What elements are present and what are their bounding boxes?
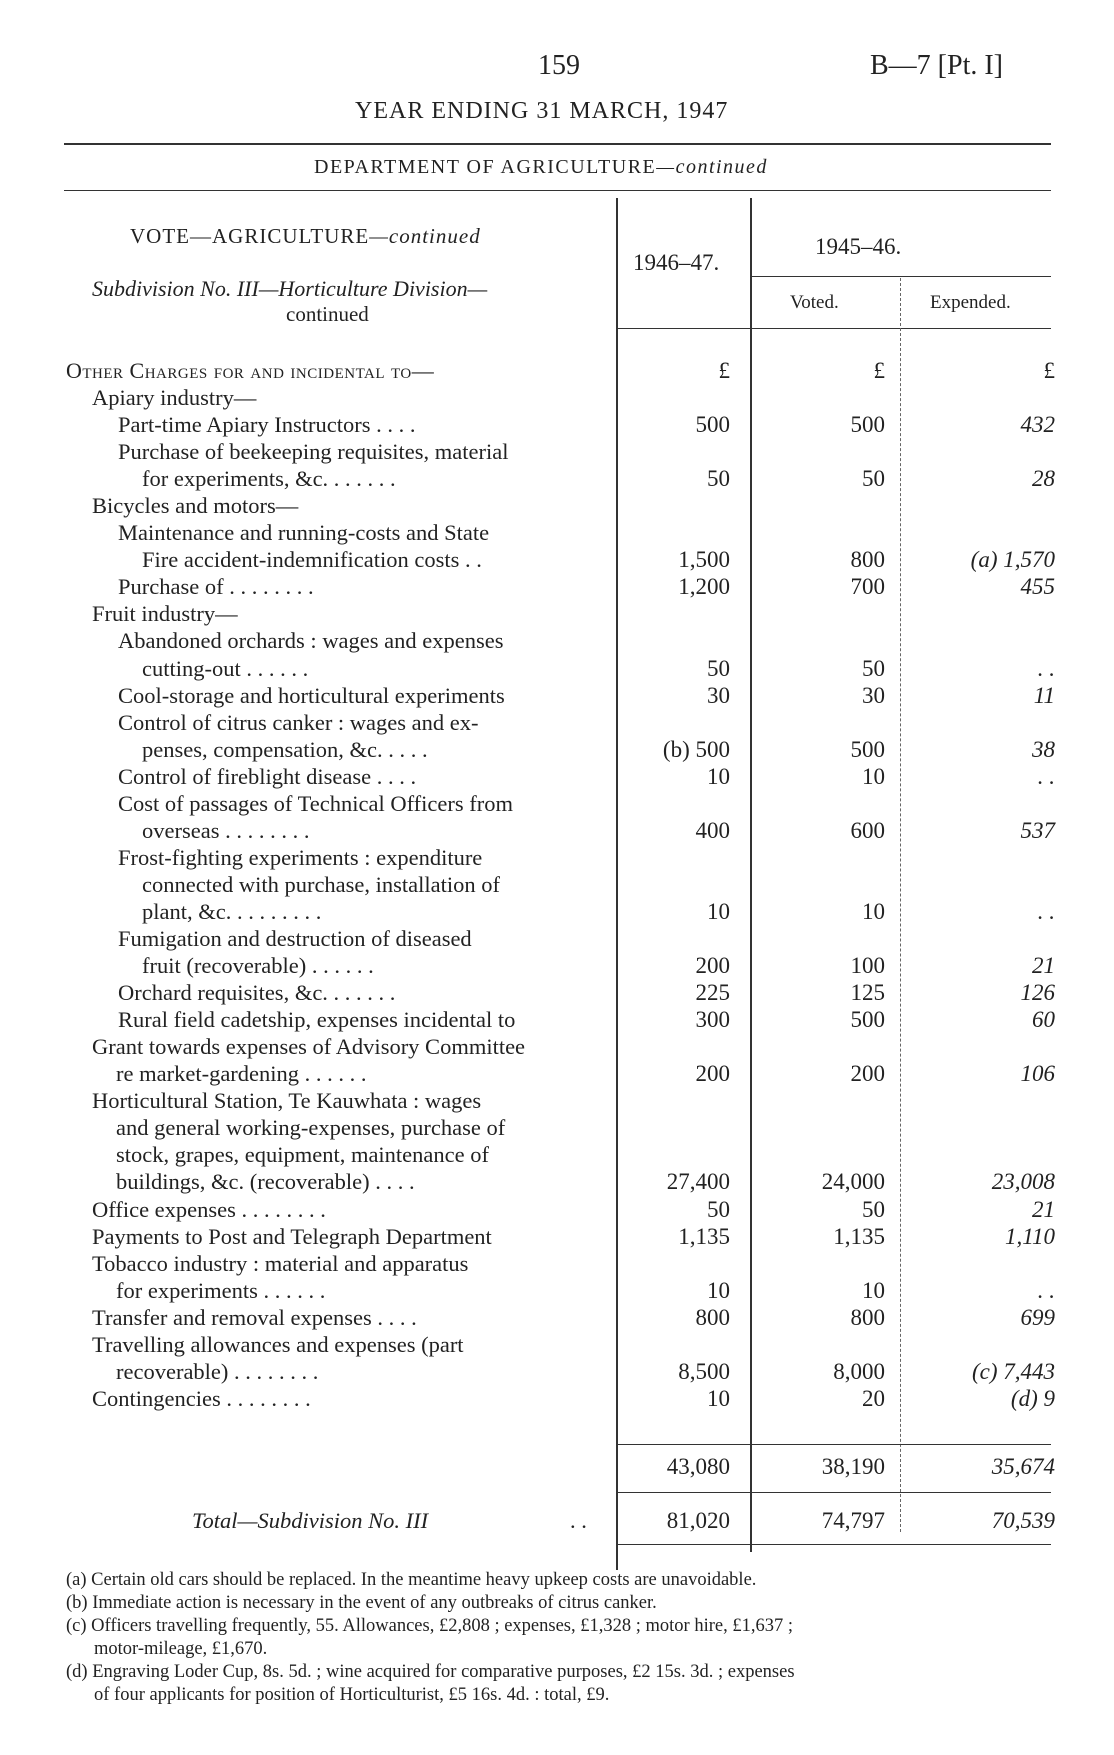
row-7-value-expended: . .: [1037, 655, 1055, 681]
row-5-value-voted: 700: [850, 574, 885, 600]
row-7-text-line-1: cutting-out . . . . . .: [142, 655, 309, 681]
footnote-b: (b) Immediate action is necessary in the event of any outbreaks of citrus canker.: [66, 1593, 657, 1613]
row-15-text-line-0: Rural field cadetship, expenses incidental to: [118, 1007, 516, 1033]
row-13-value-expended: 21: [1032, 953, 1055, 979]
row-6-text-line-0: Fruit industry—: [92, 601, 238, 627]
subtotal-expended: 35,674: [991, 1454, 1055, 1479]
row-3-text-line-0: Bicycles and motors—: [92, 493, 299, 519]
row-17-text-line-1: and general working-expenses, purchase of: [116, 1115, 506, 1141]
row-5-text-line-0: Purchase of . . . . . . . .: [118, 574, 314, 600]
row-12-value-1946: 10: [707, 898, 730, 924]
row-1-value-voted: 500: [850, 412, 885, 438]
row-13-value-1946: 200: [695, 953, 730, 979]
row-1-value-1946: 500: [695, 412, 730, 438]
department-title: [314, 156, 768, 179]
row-5-value-1946: 1,200: [678, 574, 730, 600]
department-name: DEPARTMENT OF AGRICULTURE: [314, 156, 657, 178]
row-1-text-line-0: Part-time Apiary Instructors . . . .: [118, 412, 416, 438]
total-label: Total—Subdivision No. III: [192, 1508, 429, 1533]
row-22-text-line-0: Travelling allowances and expenses (part: [92, 1331, 464, 1357]
row-11-value-1946: 400: [695, 817, 730, 843]
subtotal-row: [0, 1454, 1114, 1481]
row-15-value-expended: 60: [1032, 1007, 1055, 1033]
row-16-value-1946: 200: [695, 1061, 730, 1087]
row-21-value-1946: 800: [695, 1304, 730, 1330]
row-2-value-voted: 50: [862, 466, 885, 492]
header-rule-bottom: [64, 190, 1051, 191]
header-sub-rule: [752, 276, 1051, 277]
row-11-text-line-1: overseas . . . . . . . .: [142, 817, 310, 843]
row-0-text-line-0: Apiary industry—: [92, 385, 257, 410]
column-header-voted: Voted.: [790, 292, 839, 313]
currency-1946: £: [718, 358, 730, 383]
footnote-c: (c) Officers travelling frequently, 55. Allowances, £2,808 ; expenses, £1,328 ; motor hire, £1,637 ;: [66, 1616, 793, 1636]
column-header-1945-46: 1945–46.: [815, 234, 902, 259]
row-4-text-line-1: Fire accident-indemnification costs . .: [142, 547, 482, 573]
row-23-value-expended: (d) 9: [1010, 1385, 1055, 1411]
total-voted: 74,797: [821, 1508, 885, 1533]
row-12-text-line-2: plant, &c. . . . . . . . .: [142, 898, 322, 924]
row-10-value-1946: 10: [707, 763, 730, 789]
vote-suffix: —continued: [369, 224, 481, 248]
row-9-value-voted: 500: [850, 736, 885, 762]
row-19-value-1946: 1,135: [678, 1223, 730, 1249]
row-18-text-line-0: Office expenses . . . . . . . .: [92, 1196, 326, 1222]
currency-voted: £: [873, 358, 885, 383]
row-12-value-voted: 10: [862, 898, 885, 924]
subtotal-voted: 38,190: [821, 1454, 885, 1479]
row-17-value-expended: 23,008: [991, 1169, 1055, 1195]
row-14-value-voted: 125: [850, 980, 885, 1006]
currency-expended: £: [1043, 358, 1055, 383]
footnote-d: (d) Engraving Loder Cup, 8s. 5d. ; wine acquired for comparative purposes, £2 15s. 3d. ; expenses: [66, 1662, 795, 1682]
section-title: Other Charges for and incidental to—: [66, 358, 435, 383]
document-reference: B—7 [Pt. I]: [870, 50, 1003, 81]
total-expended: 70,539: [991, 1508, 1055, 1533]
row-12-value-expended: . .: [1037, 898, 1055, 924]
row-20-text-line-0: Tobacco industry : material and apparatus: [92, 1250, 469, 1276]
row-17-text-line-0: Horticultural Station, Te Kauwhata : wages: [92, 1088, 482, 1114]
row-21-text-line-0: Transfer and removal expenses . . . .: [92, 1304, 417, 1330]
row-16-value-voted: 200: [850, 1061, 885, 1087]
row-4-value-voted: 800: [850, 547, 885, 573]
row-20-value-voted: 10: [862, 1277, 885, 1303]
column-rule-middle: [750, 198, 752, 1552]
row-11-value-voted: 600: [850, 817, 885, 843]
row-7-text-line-0: Abandoned orchards : wages and expenses: [118, 628, 504, 654]
column-header-1946-47: 1946–47.: [633, 250, 720, 275]
row-2-text-line-0: Purchase of beekeeping requisites, material: [118, 439, 509, 465]
row-21-value-expended: 699: [1020, 1304, 1055, 1330]
row-7-value-voted: 50: [862, 655, 885, 681]
vote-title: [130, 224, 481, 249]
row-17-text-line-3: buildings, &c. (recoverable) . . . .: [116, 1169, 415, 1195]
row-7-value-1946: 50: [707, 655, 730, 681]
row-13-text-line-1: fruit (recoverable) . . . . . .: [142, 953, 374, 979]
row-16-text-line-0: Grant towards expenses of Advisory Committee: [92, 1034, 526, 1060]
row-13-text-line-0: Fumigation and destruction of diseased: [118, 926, 472, 951]
row-15-value-1946: 300: [695, 1007, 730, 1033]
row-20-text-line-1: for experiments . . . . . .: [116, 1277, 326, 1303]
header-rule-top: [64, 143, 1051, 145]
row-14-text-line-0: Orchard requisites, &c. . . . . . .: [118, 980, 396, 1006]
row-23-value-voted: 20: [862, 1385, 885, 1411]
vote-name: VOTE—AGRICULTURE: [130, 224, 370, 248]
year-title: YEAR ENDING 31 MARCH, 1947: [355, 98, 729, 124]
footnote-d-continued: of four applicants for position of Horticulturist, £5 16s. 4d. : total, £9.: [94, 1685, 610, 1705]
subtotal-rule-top: [618, 1444, 1051, 1445]
row-22-value-1946: 8,500: [678, 1358, 730, 1384]
row-13-value-voted: 100: [850, 953, 885, 979]
row-20-value-1946: 10: [707, 1277, 730, 1303]
total-rule-bottom: [618, 1544, 1051, 1545]
row-17-text-line-2: stock, grapes, equipment, maintenance of: [116, 1142, 489, 1168]
row-2-text-line-1: for experiments, &c. . . . . . .: [142, 466, 396, 492]
row-12-text-line-0: Frost-fighting experiments : expenditure: [118, 844, 483, 870]
row-23-text-line-0: Contingencies . . . . . . . .: [92, 1385, 311, 1411]
header-bottom-rule: [618, 328, 1051, 329]
row-4-text-line-0: Maintenance and running-costs and State: [118, 520, 490, 546]
row-8-value-1946: 30: [707, 682, 730, 708]
row-4-value-expended: (a) 1,570: [970, 547, 1055, 573]
row-18-value-expended: 21: [1032, 1196, 1055, 1222]
subtotal-1946: 43,080: [666, 1454, 730, 1479]
row-10-value-voted: 10: [862, 763, 885, 789]
page-number: 159: [538, 50, 580, 81]
row-1-value-expended: 432: [1020, 412, 1055, 438]
row-9-value-1946: (b) 500: [662, 736, 730, 762]
row-23-value-1946: 10: [707, 1385, 730, 1411]
row-22-value-voted: 8,000: [833, 1358, 885, 1384]
row-20-value-expended: . .: [1037, 1277, 1055, 1303]
row-8-value-expended: 11: [1033, 682, 1055, 708]
row-9-value-expended: 38: [1032, 736, 1055, 762]
row-14-value-1946: 225: [695, 980, 730, 1006]
subdivision-line-1: Subdivision No. III—Horticulture Division—: [92, 276, 488, 301]
row-5-value-expended: 455: [1020, 574, 1055, 600]
row-22-value-expended: (c) 7,443: [971, 1358, 1055, 1384]
row-19-value-expended: 1,110: [1004, 1223, 1055, 1249]
department-suffix: —continued: [656, 156, 768, 178]
subtotal-rule-bottom: [618, 1492, 1051, 1493]
total-leader-dots: . .: [570, 1508, 587, 1533]
column-rule-dashed: [900, 278, 901, 1532]
row-9-text-line-1: penses, compensation, &c. . . . .: [142, 736, 428, 762]
row-18-value-voted: 50: [862, 1196, 885, 1222]
row-10-text-line-0: Control of fireblight disease . . . .: [118, 763, 417, 789]
total-row: [0, 1508, 1114, 1535]
subdivision-line-2: continued: [286, 302, 369, 326]
row-22-text-line-1: recoverable) . . . . . . . .: [116, 1358, 319, 1384]
row-15-value-voted: 500: [850, 1007, 885, 1033]
row-11-text-line-0: Cost of passages of Technical Officers from: [118, 790, 513, 816]
row-10-value-expended: . .: [1037, 763, 1055, 789]
row-8-text-line-0: Cool-storage and horticultural experiments: [118, 682, 505, 708]
row-17-value-voted: 24,000: [821, 1169, 885, 1195]
footnote-c-continued: motor-mileage, £1,670.: [94, 1639, 268, 1659]
currency-row: [0, 358, 1114, 385]
row-17-value-1946: 27,400: [666, 1169, 730, 1195]
row-16-text-line-1: re market-gardening . . . . . .: [116, 1061, 367, 1087]
row-2-value-1946: 50: [707, 466, 730, 492]
row-21-value-voted: 800: [850, 1304, 885, 1330]
row-12-text-line-1: connected with purchase, installation of: [142, 871, 501, 897]
row-18-value-1946: 50: [707, 1196, 730, 1222]
footnote-a: (a) Certain old cars should be replaced. In the meantime heavy upkeep costs are unavoidable.: [66, 1570, 757, 1590]
row-4-value-1946: 1,500: [678, 547, 730, 573]
total-1946: 81,020: [666, 1508, 730, 1533]
row-8-value-voted: 30: [862, 682, 885, 708]
row-16-value-expended: 106: [1020, 1061, 1055, 1087]
column-header-expended: Expended.: [930, 292, 1011, 313]
row-2-value-expended: 28: [1032, 466, 1055, 492]
row-19-text-line-0: Payments to Post and Telegraph Department: [92, 1223, 492, 1249]
row-14-value-expended: 126: [1020, 980, 1055, 1006]
row-11-value-expended: 537: [1020, 817, 1055, 843]
row-9-text-line-0: Control of citrus canker : wages and ex-: [118, 709, 479, 735]
row-19-value-voted: 1,135: [833, 1223, 885, 1249]
